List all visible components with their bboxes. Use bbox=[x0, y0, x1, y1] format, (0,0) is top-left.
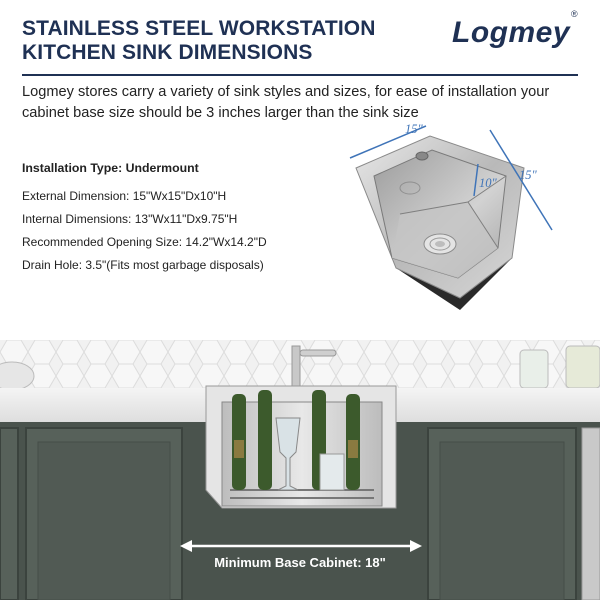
internal-dimension: Internal Dimensions: 13"Wx11"Dx9.75"H bbox=[22, 212, 238, 226]
width-label: 15" bbox=[405, 122, 423, 136]
opening-size: Recommended Opening Size: 14.2"Wx14.2"D bbox=[22, 235, 267, 249]
cabinet-size-label: Minimum Base Cabinet: 18" bbox=[214, 555, 386, 570]
jar-icon bbox=[520, 350, 548, 388]
intro-text: Logmey stores carry a variety of sink styles and sizes, for ease of installation your cabinet base size should be 3 inches larger than the sink size bbox=[22, 84, 550, 121]
page-title bbox=[22, 17, 376, 65]
sink-illustration bbox=[340, 118, 560, 318]
drain-hole: Drain Hole: 3.5"(Fits most garbage disposals) bbox=[22, 258, 264, 272]
brand-logo bbox=[452, 9, 579, 50]
height-label: 10" bbox=[479, 176, 497, 190]
title-line-2: KITCHEN SINK DIMENSIONS bbox=[22, 41, 313, 64]
spec-list bbox=[22, 161, 267, 277]
header-divider bbox=[22, 74, 578, 76]
depth-label: 15" bbox=[519, 168, 537, 182]
brand-name: Logmey bbox=[452, 16, 571, 49]
title-line-1: STAINLESS STEEL WORKSTATION bbox=[22, 17, 376, 40]
registered-mark: ® bbox=[571, 9, 579, 19]
external-dimension: External Dimension: 15"Wx15"Dx10"H bbox=[22, 189, 227, 203]
faucet-icon bbox=[292, 346, 300, 390]
installation-type: Installation Type: Undermount bbox=[22, 161, 199, 175]
faucet-hole-icon bbox=[416, 152, 428, 160]
